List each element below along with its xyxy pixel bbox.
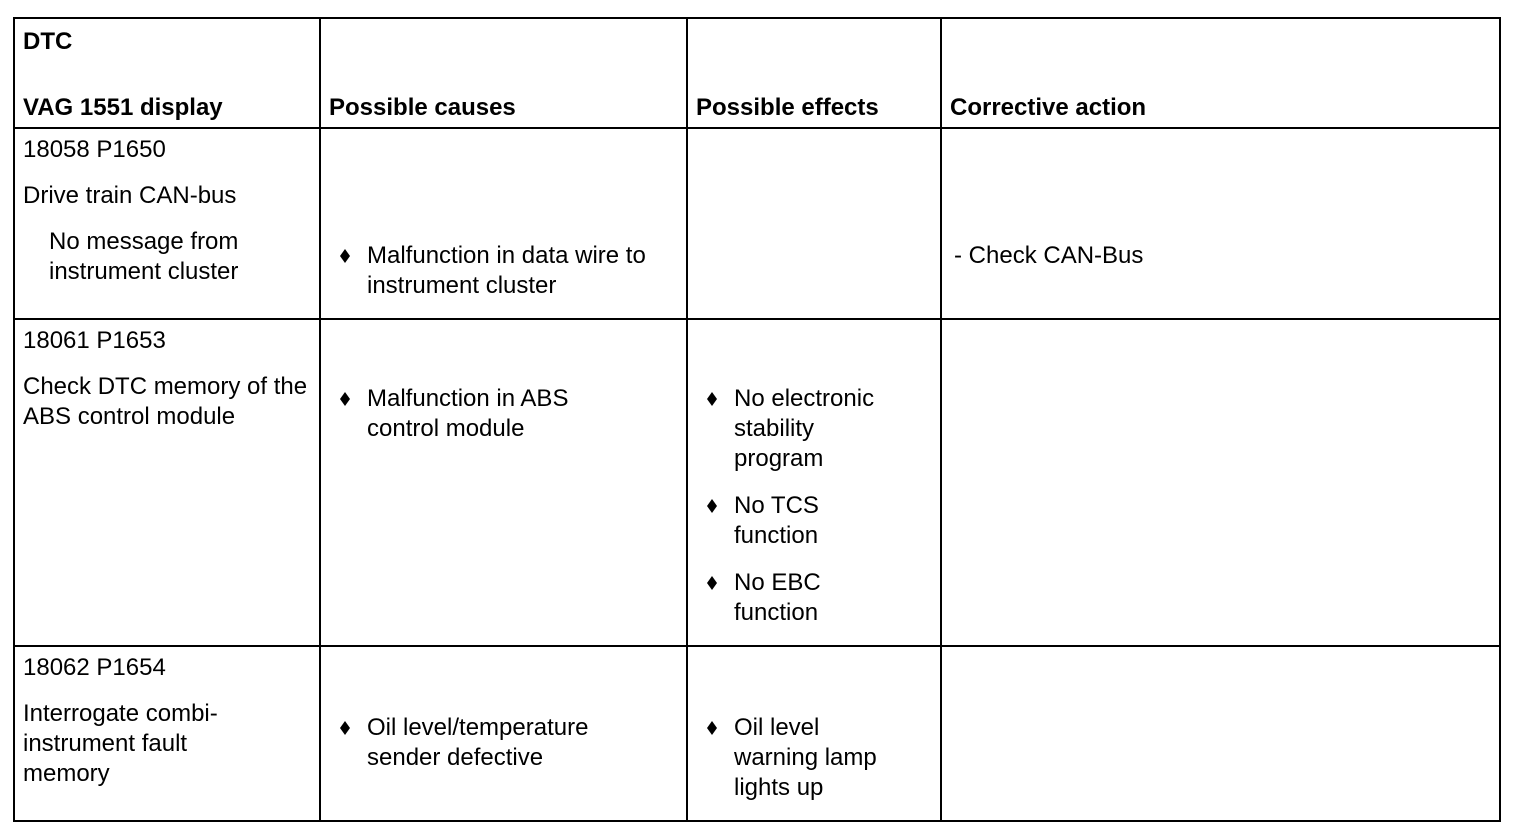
dtc-table: [13, 17, 1501, 822]
effect-text: No TCS function: [734, 492, 819, 549]
list-item: [339, 384, 617, 444]
table-header-row: [14, 18, 1500, 128]
header-action-label: Corrective action: [950, 94, 1147, 121]
list-item: [706, 568, 844, 628]
dtc-title: Check DTC memory of the ABS control module: [23, 373, 308, 430]
header-effects: [687, 18, 941, 128]
dtc-cell: [14, 319, 320, 646]
effects-cell: [687, 128, 941, 319]
dtc-title: Drive train CAN-bus: [23, 182, 237, 209]
action-cell: [941, 128, 1500, 319]
header-effects-label: Possible effects: [696, 94, 879, 121]
action-text: - Check CAN-Bus: [954, 242, 1144, 269]
list-item: [706, 713, 904, 803]
diamond-bullet-icon: [707, 499, 717, 513]
dtc-subtitle: No message from instrument cluster: [49, 228, 239, 285]
cause-text: Malfunction in data wire to instrument cluster: [367, 242, 646, 299]
causes-cell: [320, 319, 687, 646]
header-causes-label: Possible causes: [329, 94, 516, 121]
dtc-code: 18061 P1653: [23, 327, 166, 354]
table-row: [14, 319, 1500, 646]
dtc-cell: [14, 646, 320, 821]
effects-cell: [687, 646, 941, 821]
cause-text: Malfunction in ABS control module: [367, 385, 569, 442]
table-row: [14, 646, 1500, 821]
list-item: [339, 713, 627, 773]
effect-text: No electronic stability program: [734, 385, 875, 472]
action-cell: [941, 319, 1500, 646]
diamond-bullet-icon: [340, 392, 350, 406]
dtc-cell: [14, 128, 320, 319]
table-row: [14, 128, 1500, 319]
header-dtc-display: [14, 18, 320, 128]
effect-text: Oil level warning lamp lights up: [734, 714, 877, 801]
header-dtc-label: DTC: [23, 28, 73, 55]
list-item: [706, 491, 844, 551]
action-cell: [941, 646, 1500, 821]
header-display-label: VAG 1551 display: [23, 94, 223, 121]
effects-cell: [687, 319, 941, 646]
dtc-code: 18062 P1654: [23, 654, 166, 681]
list-item: [339, 241, 686, 301]
list-item: [706, 384, 894, 474]
causes-cell: [320, 128, 687, 319]
diamond-bullet-icon: [340, 249, 350, 263]
dtc-code: 18058 P1650: [23, 136, 166, 163]
dtc-title: Interrogate combi-instrument fault memory: [23, 700, 218, 787]
header-action: [941, 18, 1500, 128]
header-causes: [320, 18, 687, 128]
diamond-bullet-icon: [707, 721, 717, 735]
causes-cell: [320, 646, 687, 821]
diamond-bullet-icon: [340, 721, 350, 735]
diamond-bullet-icon: [707, 576, 717, 590]
diamond-bullet-icon: [707, 392, 717, 406]
effect-text: No EBC function: [734, 569, 821, 626]
cause-text: Oil level/temperature sender defective: [367, 714, 589, 771]
